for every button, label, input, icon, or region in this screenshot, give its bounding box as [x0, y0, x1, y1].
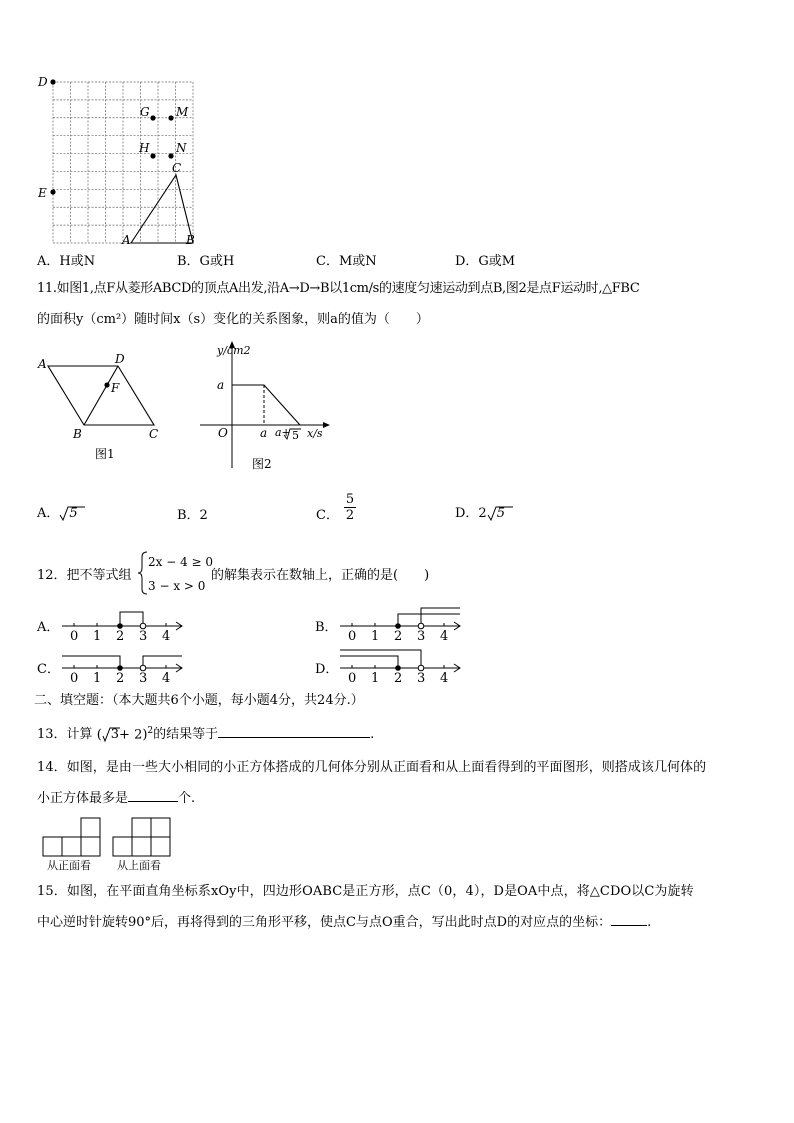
front-view-caption: 从正面看: [47, 859, 91, 872]
q12-suffix: 的解集表示在数轴上，正确的是( ): [211, 568, 430, 583]
tick-label: 1: [371, 671, 380, 686]
q11-figure2-graph: [196, 340, 336, 472]
tick-label: 4: [440, 629, 449, 644]
tick-label: 2: [116, 671, 125, 686]
point-h: [150, 153, 155, 158]
tick-label: 0: [70, 671, 79, 686]
svg-text:F: F: [111, 381, 120, 395]
point-e: [50, 189, 55, 194]
label-d: D: [38, 75, 48, 89]
q11-option-d[interactable]: D．2 5: [455, 502, 505, 521]
label-n: N: [176, 141, 187, 155]
label-b: B: [186, 233, 195, 247]
q12-option-d-label[interactable]: D．: [315, 662, 339, 677]
q10-option-b[interactable]: B．G或H: [177, 254, 235, 269]
q12-inequality-2: 3 − x > 0: [148, 579, 206, 593]
svg-text:y/cm2: y/cm2: [217, 344, 251, 357]
tick-label: 4: [162, 671, 171, 686]
q10-option-c[interactable]: C．M或N: [316, 254, 377, 269]
tick-label: 1: [93, 671, 102, 686]
svg-text:O: O: [218, 426, 228, 440]
label-m: M: [176, 105, 189, 119]
svg-text:a+: a+: [275, 426, 291, 439]
point-m: [168, 115, 173, 120]
q11-text-line1: 11.如图1,点F从菱形ABCD的顶点A出发,沿A→D→B以1cm/s的速度匀速运动到点B,图2是点F运动时,△FBC: [37, 281, 640, 296]
svg-text:a: a: [217, 378, 225, 392]
q12-inequality-1: 2x − 4 ≥ 0: [148, 555, 214, 569]
q10-grid-figure: [36, 74, 206, 246]
top-view-caption: 从上面看: [117, 859, 161, 872]
q14-top-view: [112, 817, 172, 875]
q10-option-a[interactable]: A．H或N: [37, 254, 96, 269]
tick-label: 0: [348, 629, 357, 644]
q12-option-c-label[interactable]: C．: [37, 662, 60, 677]
q11-text-line2: 的面积y（cm²）随时间x（s）变化的关系图象，则a的值为（ ）: [37, 312, 429, 327]
q12-numberline-b[interactable]: [338, 602, 468, 644]
q12-numberline-d[interactable]: [338, 644, 468, 686]
tick-label: 3: [417, 671, 426, 686]
q13-answer-blank[interactable]: [218, 737, 370, 738]
label-a: A: [122, 233, 131, 247]
fig2-caption: 图2: [252, 457, 272, 471]
tick-label: 1: [371, 629, 380, 644]
section-2-heading: 二、填空题：（本大题共6个小题，每小题4分，共24分.）: [34, 693, 364, 708]
label-e: E: [38, 186, 47, 200]
q12-numberline-a[interactable]: [60, 602, 190, 644]
q14-text-line1: 14．如图，是由一些大小相同的小正方体搭成的几何体分别从正面看和从上面看得到的平面图形，则搭成该几何体的: [37, 760, 707, 775]
svg-text:x/s: x/s: [307, 427, 323, 440]
q12-option-b-label[interactable]: B．: [315, 620, 338, 635]
tick-label: 2: [394, 629, 403, 644]
tick-label: 0: [70, 629, 79, 644]
point-d: [50, 79, 55, 84]
point-n: [168, 153, 173, 158]
tick-label: 1: [93, 629, 102, 644]
tick-label: 0: [348, 671, 357, 686]
tick-label: 3: [417, 629, 426, 644]
q11-figure1-rhombus: [36, 350, 166, 470]
svg-text:B: B: [73, 427, 82, 441]
tick-label: 3: [139, 671, 148, 686]
q14-answer-blank[interactable]: [128, 801, 178, 802]
q15-answer-blank[interactable]: [611, 925, 647, 926]
q11-option-b[interactable]: B．2: [177, 508, 208, 523]
fig1-caption: 图1: [95, 447, 115, 461]
point-g: [150, 115, 155, 120]
q12-option-a-label[interactable]: A．: [37, 620, 60, 635]
point-f: [104, 382, 109, 387]
tick-label: 4: [440, 671, 449, 686]
svg-text:D: D: [115, 352, 125, 366]
q11-option-c[interactable]: C． 5 2: [316, 492, 355, 523]
q11-option-a[interactable]: A． 5: [37, 502, 78, 521]
svg-text:5: 5: [292, 429, 299, 442]
label-g: G: [140, 105, 150, 119]
tick-label: 4: [162, 629, 171, 644]
q13-line: 13．计算 ( 3+ 2)$^2$的结果等于 .: [37, 725, 375, 742]
svg-text:A: A: [38, 357, 47, 371]
label-c: C: [172, 161, 182, 175]
q14-front-view: [42, 817, 102, 875]
tick-label: 2: [394, 671, 403, 686]
svg-text:C: C: [149, 427, 159, 441]
q15-text-line1: 15．如图，在平面直角坐标系xOy中，四边形OABC是正方形，点C（0，4），D是OA中点，将△CDO以C为旋转: [37, 884, 694, 899]
label-h: H: [139, 141, 150, 155]
q15-text-line2: 中心逆时针旋转90°后，再将得到的三角形平移，使点C与点O重合，写出此时点D的对应点的坐标： .: [37, 915, 652, 930]
q12-prefix: 12．把不等式组: [37, 568, 132, 583]
svg-text:a: a: [260, 426, 268, 440]
tick-label: 2: [116, 629, 125, 644]
q12-numberline-c[interactable]: [60, 644, 190, 686]
q10-option-d[interactable]: D．G或M: [455, 254, 516, 269]
tick-label: 3: [139, 629, 148, 644]
q14-text-line2: 小正方体最多是 个.: [37, 791, 196, 806]
